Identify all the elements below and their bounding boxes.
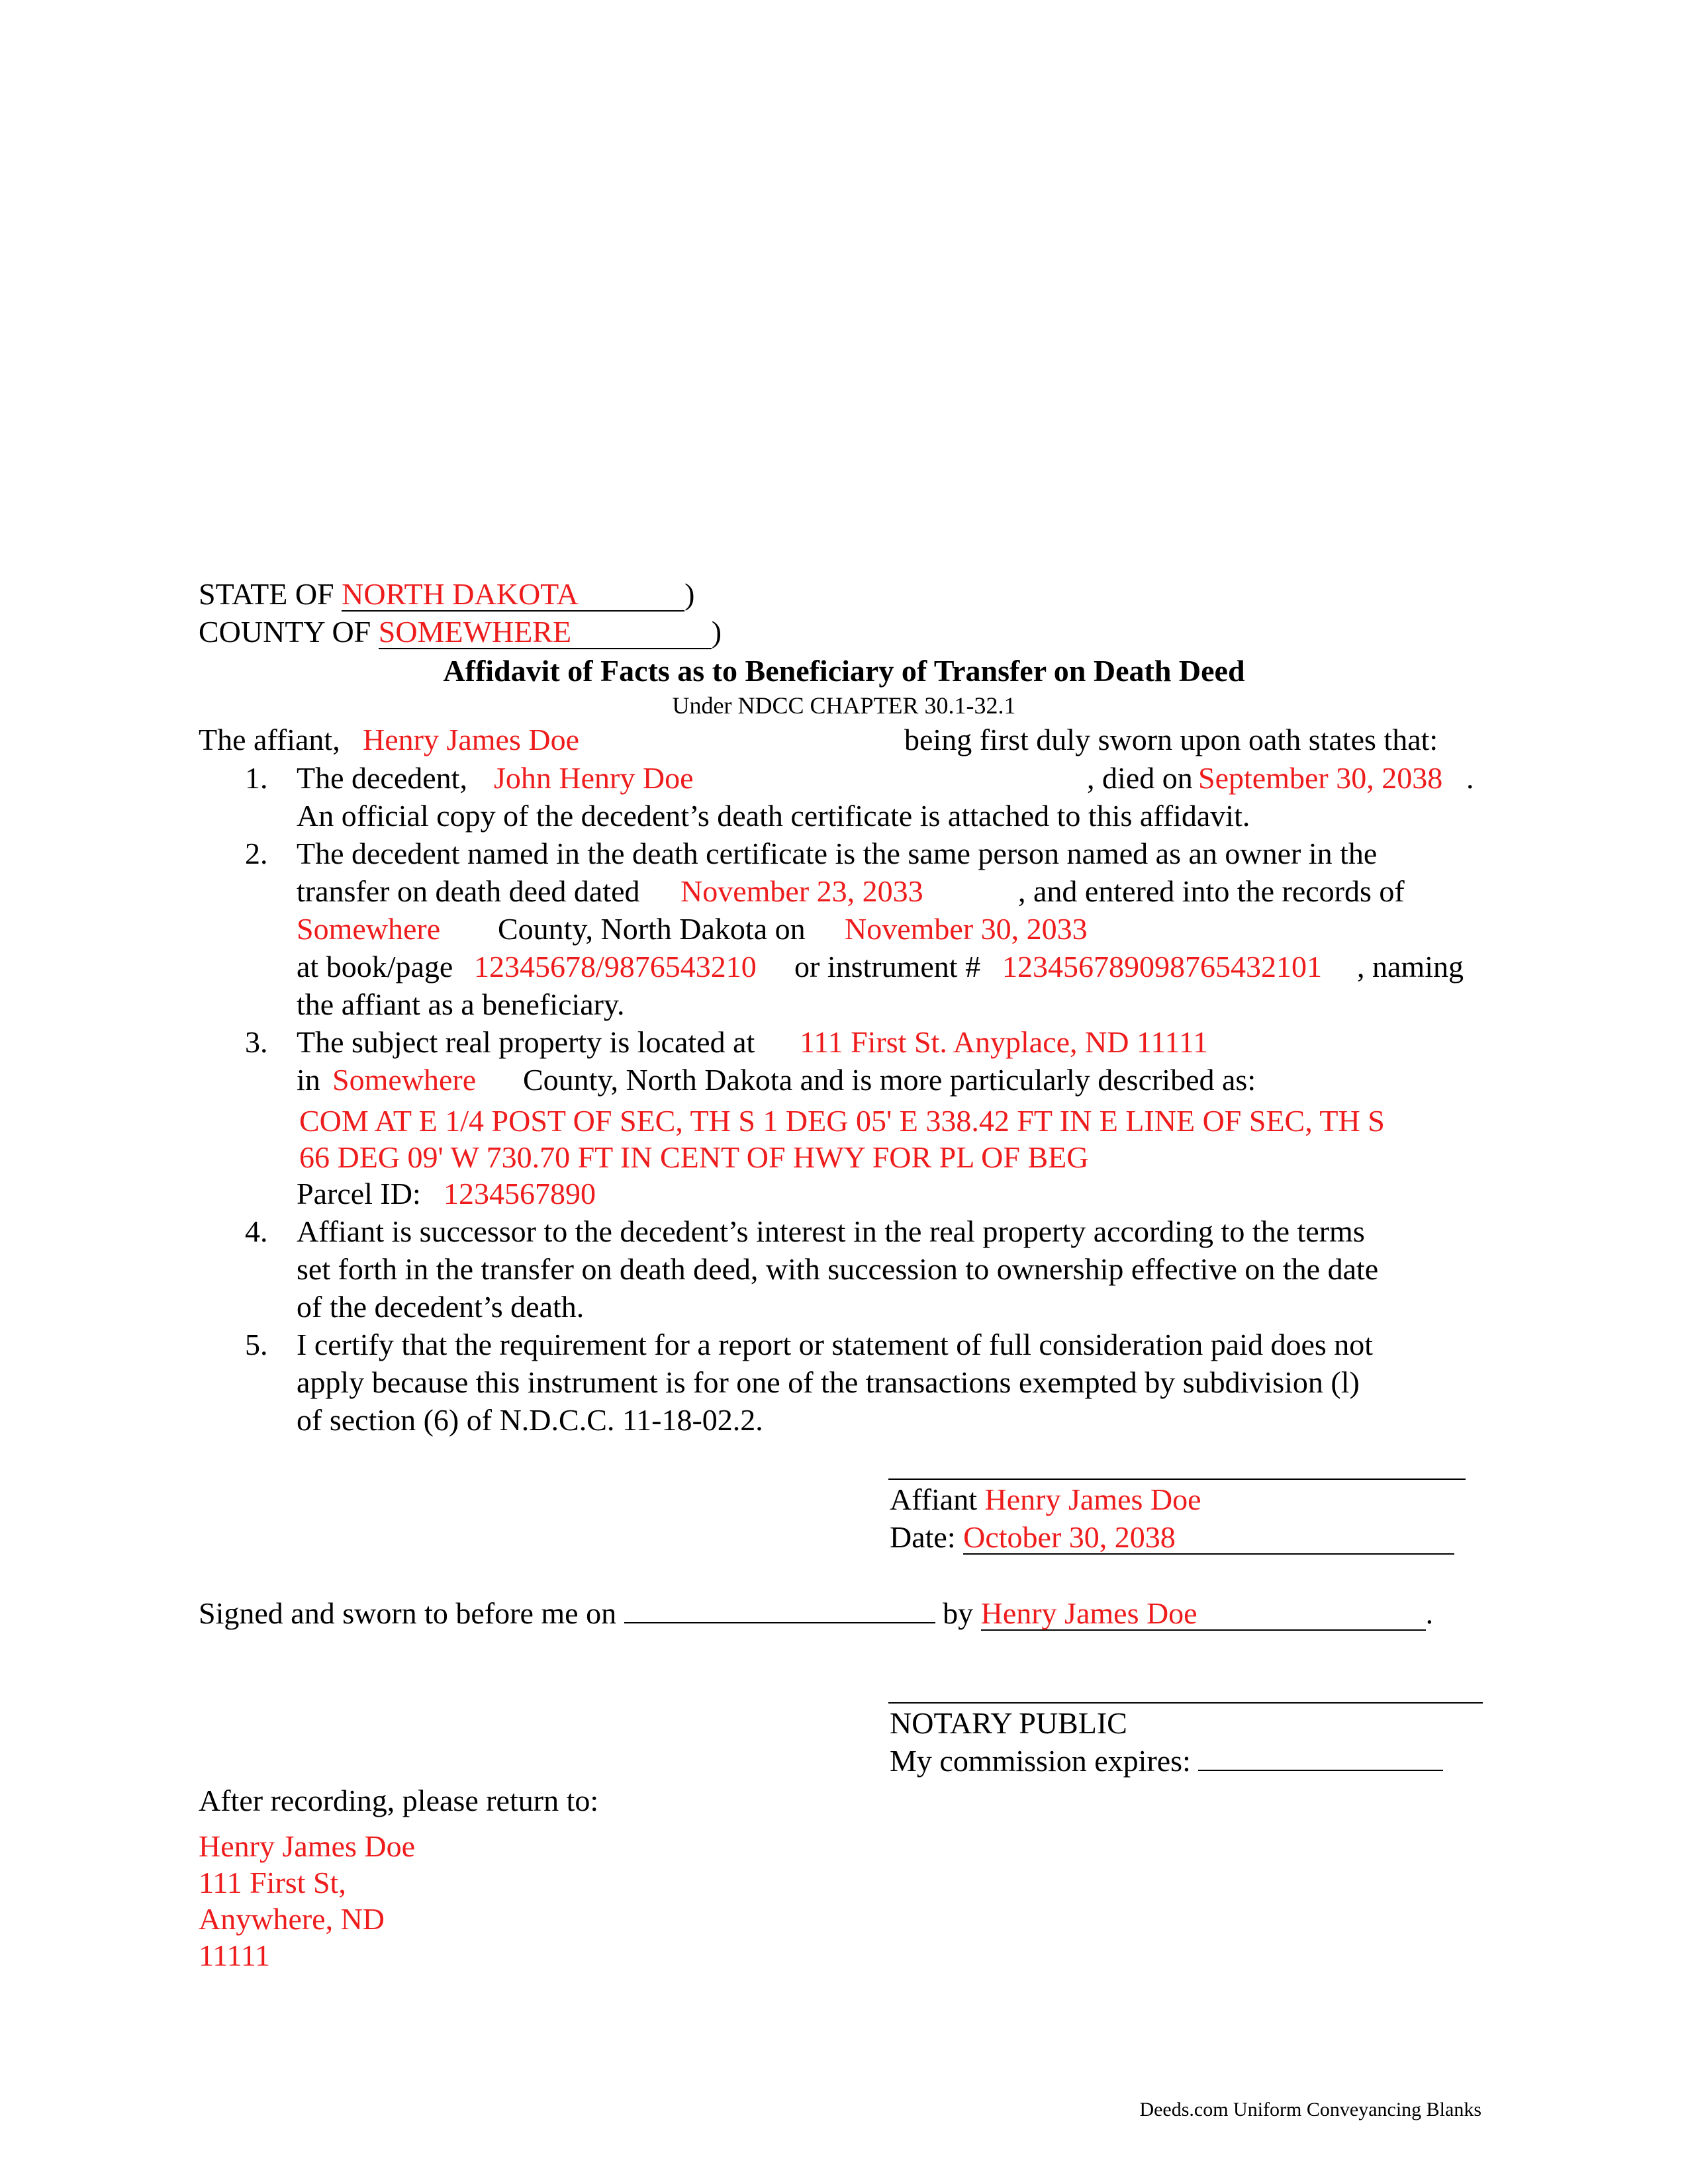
document-subtitle: Under NDCC CHAPTER 30.1-32.1 [672,692,1016,719]
item5-line3: of section (6) of N.D.C.C. 11-18-02.2. [297,1403,763,1437]
state-value: NORTH DAKOTA [342,578,684,612]
return-zip: 11111 [199,1938,271,1972]
item3-address: 111 First St. Anyplace, ND 11111 [800,1025,1209,1059]
item2-line1: The decedent named in the death certificate is the same person named as an owner in the [297,837,1378,870]
commission-label: My commission expires: [890,1744,1191,1778]
item3-county: Somewhere [332,1063,477,1097]
item4-number: 4. [245,1214,268,1248]
item5-line1: I certify that the requirement for a report or statement of full consideration paid does not [297,1328,1374,1361]
item2-line4-mid: or instrument # [794,950,981,983]
return-label: After recording, please return to: [199,1784,599,1817]
item2-line4-suffix: , naming [1357,950,1464,983]
intro-affiant: Henry James Doe [363,723,580,756]
commission-line [890,1743,1443,1780]
item2-line5: the affiant as a beneficiary. [297,987,625,1021]
notary-signature-line [888,1702,1483,1704]
jurat-period: . [1425,1596,1434,1630]
notary-title: NOTARY PUBLIC [890,1706,1127,1740]
item2-county: Somewhere [297,912,441,946]
return-name: Henry James Doe [199,1829,416,1863]
affiant-signature-line [888,1479,1466,1480]
return-city: Anywhere, ND [199,1902,385,1936]
item2-line3-mid: County, North Dakota on [498,912,806,946]
date-label: Date: [890,1520,956,1554]
item3-parcel-label: Parcel ID: [297,1177,421,1210]
item1-decedent: John Henry Doe [494,761,694,795]
item1-number: 1. [245,761,268,795]
return-street: 111 First St, [199,1866,346,1899]
commission-blank [1198,1770,1443,1771]
item3-legal-line1: COM AT E 1/4 POST OF SEC, TH S 1 DEG 05' E 338.42 FT IN E LINE OF SEC, TH S [299,1104,1385,1138]
item2-line2-suffix: , and entered into the records of [1018,874,1405,908]
item2-number: 2. [245,837,268,870]
intro-prefix: The affiant, [199,723,340,756]
item3-legal-line2: 66 DEG 09' W 730.70 FT IN CENT OF HWY FOR PL OF BEG [299,1140,1089,1174]
item1-line2: An official copy of the decedent’s death certificate is attached to this affidavit. [297,799,1250,833]
jurat-date-blank [624,1622,935,1623]
item1-prefix: The decedent, [297,761,467,795]
item2-deed-date: November 23, 2033 [680,874,923,908]
item4-line3: of the decedent’s death. [297,1290,585,1324]
jurat-line [199,1595,1433,1632]
state-label: STATE OF [199,577,334,611]
affiant-line [890,1481,1201,1518]
item3-number: 3. [245,1025,268,1059]
item3-parcel-id: 1234567890 [444,1177,596,1210]
item5-number: 5. [245,1328,268,1361]
date-line [890,1519,1454,1556]
item4-line1: Affiant is successor to the decedent’s interest in the real property according to the terms [297,1214,1365,1248]
date-value: October 30, 2038 [963,1522,1454,1555]
intro-suffix: being first duly sworn upon oath states that: [904,723,1438,756]
item2-line4-prefix: at book/page [297,950,453,983]
state-line [199,576,694,613]
affiant-label: Affiant [890,1482,978,1516]
item5-line2: apply because this instrument is for one of the transactions exempted by subdivision (l) [297,1365,1360,1399]
item2-instrument: 12345678909876543210​1 [1002,950,1322,983]
county-label: COUNTY OF [199,615,371,649]
item1-period: . [1466,761,1474,795]
item1-death-date: September 30, 2038 [1198,761,1443,795]
item2-record-date: November 30, 2033 [845,912,1088,946]
item3-line2-suffix: County, North Dakota and is more particularly described as: [523,1063,1256,1097]
item4-line2: set forth in the transfer on death deed, with succession to ownership effective on the date [297,1252,1379,1286]
jurat-prefix: Signed and sworn to before me on [199,1596,617,1630]
jurat-by: by [943,1596,974,1630]
document-title: Affidavit of Facts as to Beneficiary of Transfer on Death Deed [443,654,1245,688]
affiant-name: Henry James Doe [984,1482,1201,1516]
state-paren: ) [684,577,695,611]
footer-credit: Deeds.com Uniform Conveyancing Blanks [1139,2099,1481,2120]
item2-book-page: 12345678/9876543210 [474,950,757,983]
item3-in: in [297,1063,320,1097]
item2-line2-prefix: transfer on death deed dated [297,874,640,908]
county-paren: ) [711,615,722,649]
jurat-name: Henry James Doe [981,1598,1426,1631]
county-value: SOMEWHERE [379,616,712,649]
county-line [199,614,722,651]
item1-died-on: , died on [1087,761,1193,795]
item3-prefix: The subject real property is located at [297,1025,755,1059]
